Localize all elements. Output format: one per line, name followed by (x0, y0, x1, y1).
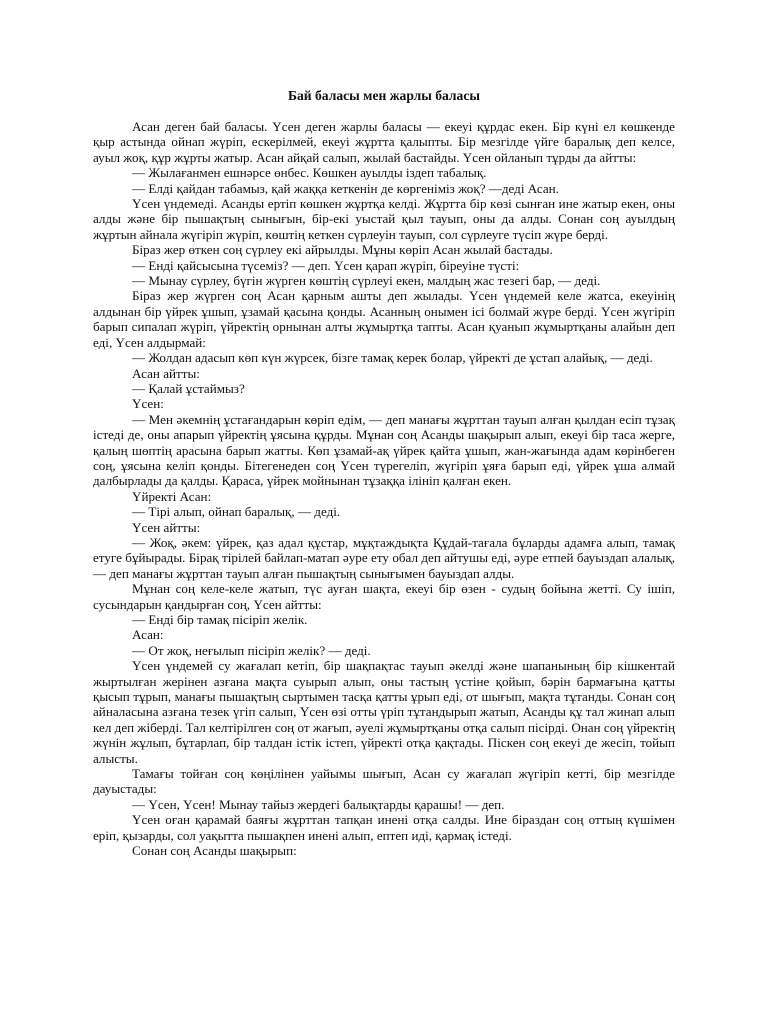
paragraph: Асан: (132, 627, 164, 643)
paragraph: Үсен үндемеді. Асанды ертіп көшкен жұртқа келді. Жұртта бір көзі сынған ине жатыр екен, оны алды және бір пышақтың сынығын, бір-екі уыстай қыл тауып, оны да алды. Сонан соң ауылдың жұртын айнала жүгіріп жүріп, көштің кеткен сүрлеуін тауып, сол сүрлеуге түсіп жүре берді. (93, 196, 675, 242)
paragraph: Біраз жер жүрген соң Асан қарным ашты деп жылады. Үсен үндемей келе жатса, екеуінің алдынан бір үйрек ұшып, ұзамай қасына қонды. Асанның онымен ісі болмай жүре берді. Үсен жүгіріп барып сипалап жүріп, үйректің орнынан алты жұмыртқа тапты. Асан қуанып жұмыртқаны алайын деп еді, Үсен алдырмай: (93, 288, 675, 350)
paragraph: — Жоқ, әкем: үйрек, қаз адал құстар, мұқтаждықта Құдай-тағала бұларды адамға алып, тамақ етуге бұйырады. Бірақ тірілей байлап-матап әуре ету обал деп айтушы еді, әуре етпей бауыздап алалық, — деп манағы жұрттан тауып алған пышақтың сынығымен бауыздап алды. (93, 534, 675, 581)
paragraph: — Үсен, Үсен! Мынау тайыз жердегі балықтарды қарашы! — деп. (132, 796, 505, 812)
document-title: Бай баласы мен жарлы баласы (287, 88, 481, 103)
paragraph: Асан деген бай баласы. Үсен деген жарлы баласы — екеуі құрдас екен. Бір күні ел көшкенде қыр астында ойнап жүріп, ескерілмей, екеуі жұртта қалыпты. Бір мезгілде үйге баралық деп келсе, ауыл жоқ, құр жұрты жатыр. Асан айқай салып, жылай бастайды. Үсен ойланып тұрды да айтты: (93, 119, 675, 165)
paragraph: Үсен: (132, 396, 164, 412)
paragraph: Үйректі Асан: (132, 488, 212, 504)
paragraph: — Енді бір тамақ пісіріп желік. (132, 612, 308, 627)
document-page (93, 88, 675, 859)
paragraph: — Жылағанмен ешнәрсе өнбес. Көшкен ауылды іздеп табалық. (132, 165, 487, 181)
paragraph: Үсен үндемей су жағалап кетіп, бір шақпақтас тауып әкелді және шапанының бір кішкентай жыртылған жерінен азғана мақта суырып алып, оны тастың үстіне қойып, бәрін бармағына қатты қысып тұрып, манағы пышақтың сыртымен тасқа қатты ұрып еді, от шығып, мақта тұтанды. Сонан соң айналасына азғана тезек үгіп салып, Үсен өзі отты үріп тұтандырып жатып, Асанды құ тал жинап алып кел деп жіберді. Тал келтірілген соң от жағып, әуелі жұмыртқаны отқа салып пісірді. Онан соң үйректің жүнін жұлып, бұтарлап, бір талдан істік істеп, үйректі отқа қақтады. Піскен соң екеуі де жесіп, тойып алысты. (93, 658, 675, 766)
paragraph: — Мен әкемнің ұстағандарын көріп едім, — деп манағы жұрттан тауып алған қылдан есіп тұзақ істеді де, оны апарып үйректің ұясына құрды. Мұнан соң Асанды шақырып алып, екеуі бір таса жерге, қалың шөптің арасына барып жатты. Көп ұзамай-ақ үйрек қайта ұшып, жан-жағында адам көрінбеген соң, ұясына келіп қонды. Бітегенеден соң Үсен түрегеліп, жүгіріп ұяға барып еді, үйрек ұша алмай далбырлады да қалды. Қараса, үйрек мойнынан тұзаққа ілініп қалған екен. (93, 411, 675, 489)
paragraph: Асан айтты: (132, 365, 200, 381)
paragraph: Мұнан соң келе-келе жатып, түс ауған шақта, екеуі бір өзен - судың бойына жетті. Су ішіп, сусындарын қандырған соң, Үсен айтты: (93, 581, 675, 612)
paragraph: Үсен айтты: (132, 519, 201, 535)
paragraph: — Қалай ұстаймыз? (132, 380, 245, 396)
document-body (93, 119, 675, 859)
paragraph: — Мынау сүрлеу, бүгін жүрген көштің сүрлеуі екен, малдың жас тезегі бар, — деді. (132, 273, 601, 289)
paragraph: Сонан соң Асанды шақырып: (132, 843, 297, 859)
paragraph: — Елді қайдан табамыз, қай жаққа кеткенін де көргеніміз жоқ? —деді Асан. (132, 180, 559, 196)
paragraph: — Енді қайсысына түсеміз? — деп. Үсен қарап жүріп, біреуіне түсті: (132, 257, 520, 273)
paragraph: Үсен оған қарамай баяғы жұрттан тапқан инені отқа салды. Ине біраздан соң оттың күшімен еріп, қызарды, сол уақытта пышақпен инені алып, ептеп иді, қармақ істеді. (93, 812, 675, 843)
paragraph: — Жолдан адасып көп күн жүрсек, бізге тамақ керек болар, үйректі де ұстап алайық, — деді. (132, 350, 653, 366)
paragraph: Біраз жер өткен соң сүрлеу екі айрылды. Мұны көріп Асан жылай бастады. (132, 242, 553, 258)
paragraph: Тамағы тойған соң көңілінен уайымы шығып, Асан су жағалап жүгіріп кетті, бір мезгілде дауыстады: (93, 766, 675, 797)
paragraph: — От жоқ, неғылып пісіріп желік? — деді. (132, 642, 371, 658)
paragraph: — Тірі алып, ойнап баралық, — деді. (132, 504, 341, 520)
